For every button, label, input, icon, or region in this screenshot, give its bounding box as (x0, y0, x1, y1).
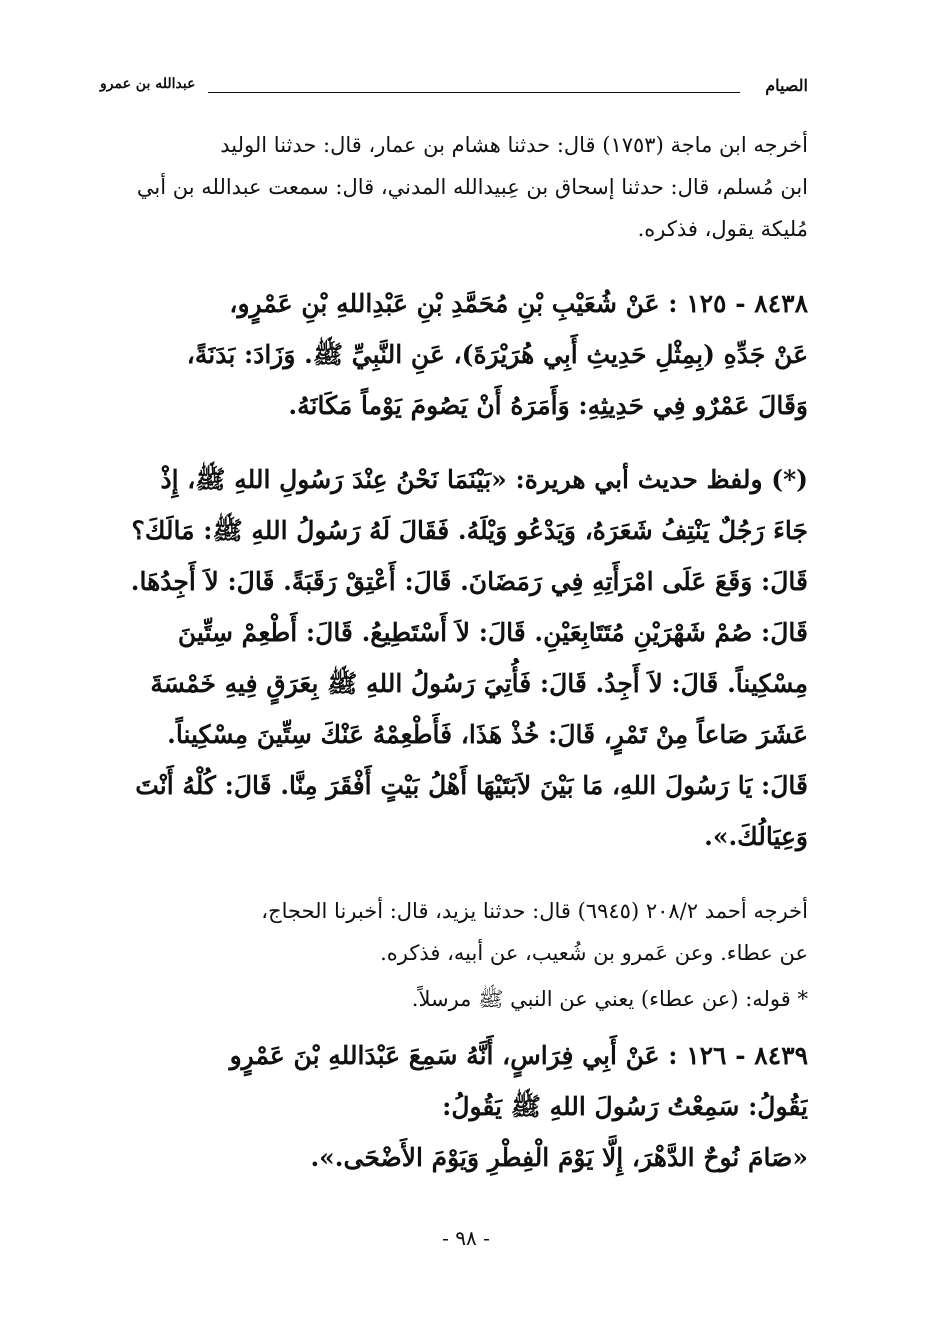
text-line: ابن مُسلم، قال: حدثنا إسحاق بن عِبيدالله المدني، قال: سمعت عبدالله بن أبي (136, 175, 808, 199)
text-line: جَاءَ رَجُلٌ يَنْتِفُ شَعَرَهُ، وَيَدْعُو وَيْلَهُ. فَقَالَ لَهُ رَسُولُ اللهِ ﷺ: مَالَكَ؟ (131, 516, 808, 545)
header-rule (208, 92, 740, 93)
text-line: أخرجه أحمد ٢٠٨/٢ (٦٩٤٥) قال: حدثنا يزيد، قال: أخبرنا الحجاج، (261, 899, 808, 923)
remark-line (100, 978, 808, 1020)
text-line: أخرجه ابن ماجة (١٧٥٣) قال: حدثنا هشام بن عمار، قال: حدثنا الوليد (220, 133, 808, 157)
running-header (100, 76, 808, 106)
text-line: ٨٤٣٩ - ١٢٦ : عَنْ أَبِي فِرَاسٍ، أَنَّهُ سَمِعَ عَبْدَاللهِ بْنَ عَمْرٍو (229, 1041, 808, 1070)
text-line: وَقَالَ عَمْرٌو فِي حَدِيثِهِ: وَأَمَرَهُ أَنْ يَصُومَ يَوْماً مَكَانَهُ. (288, 391, 808, 420)
hadith-8439 (100, 1030, 808, 1183)
text-line: عن عطاء. وعن عَمرو بن شُعيب، عن أبيه، فذكره. (380, 941, 808, 965)
text-line: مُليكة يقول، فذكره. (637, 217, 808, 241)
chapter-title: الصيام (765, 76, 808, 95)
hadith-8438 (100, 278, 808, 431)
text-line: عَنْ جَدِّهِ (بِمِثْلِ حَدِيثِ أَبِي هُرَيْرَةَ)، عَنِ النَّبِيِّ ﷺ. وَزَادَ: بَدَنَةً، (186, 340, 808, 369)
text-line: قَالَ: يَا رَسُولَ اللهِ، مَا بَيْنَ لاَبَتَيْهَا أَهْلُ بَيْتٍ أَفْقَرَ مِنَّا. قَالَ: كُلْهُ أَنْتَ (135, 771, 808, 800)
text-line: قَالَ: صُمْ شَهْرَيْنِ مُتَتَابِعَيْنِ. قَالَ: لاَ أَسْتَطِيعُ. قَالَ: أَطْعِمْ سِتِّينَ (177, 618, 808, 647)
text-line: ٨٤٣٨ - ١٢٥ : عَنْ شُعَيْبِ بْنِ مُحَمَّدِ بْنِ عَبْدِاللهِ بْنِ عَمْرٍو، (229, 289, 808, 318)
text-line: وَعِيَالُكَ.». (704, 822, 808, 851)
footnote-abu-hurayra (100, 454, 808, 862)
takhrij-ahmad (100, 890, 808, 974)
text-line: مِسْكِيناً. قَالَ: لاَ أَجِدُ. قَالَ: فَأُتِيَ رَسُولُ اللهِ ﷺ بِعَرَقٍ فِيهِ خَمْسَةَ (150, 669, 808, 698)
takhrij-paragraph (100, 124, 808, 250)
page-number: - ٩٨ - (442, 1226, 490, 1250)
text-line: قَالَ: وَقَعَ عَلَى امْرَأَتِهِ فِي رَمَضَانَ. قَالَ: أَعْتِقْ رَقَبَةً. قَالَ: لاَ أَجِدُهَا. (130, 567, 808, 596)
text-line: «صَامَ نُوحٌ الدَّهْرَ، إِلَّا يَوْمَ الْفِطْرِ وَيَوْمَ الأَضْحَى.». (310, 1143, 808, 1172)
text-line: (*) ولفظ حديث أبي هريرة: «بَيْنَمَا نَحْنُ عِنْدَ رَسُولِ اللهِ ﷺ، إِذْ (160, 465, 808, 494)
text-line: عَشَرَ صَاعاً مِنْ تَمْرٍ، قَالَ: خُذْ هَذَا، فَأَطْعِمْهُ عَنْكَ سِتِّينَ مِسْكِيناً. (167, 720, 808, 749)
text-line: يَقُولُ: سَمِعْتُ رَسُولَ اللهِ ﷺ يَقُولُ: (442, 1092, 808, 1121)
narrator-title: عبدالله بن عمرو (100, 76, 196, 92)
text-line: * قوله: (عن عطاء) يعني عن النبي ﷺ مرسلاً. (411, 987, 808, 1011)
